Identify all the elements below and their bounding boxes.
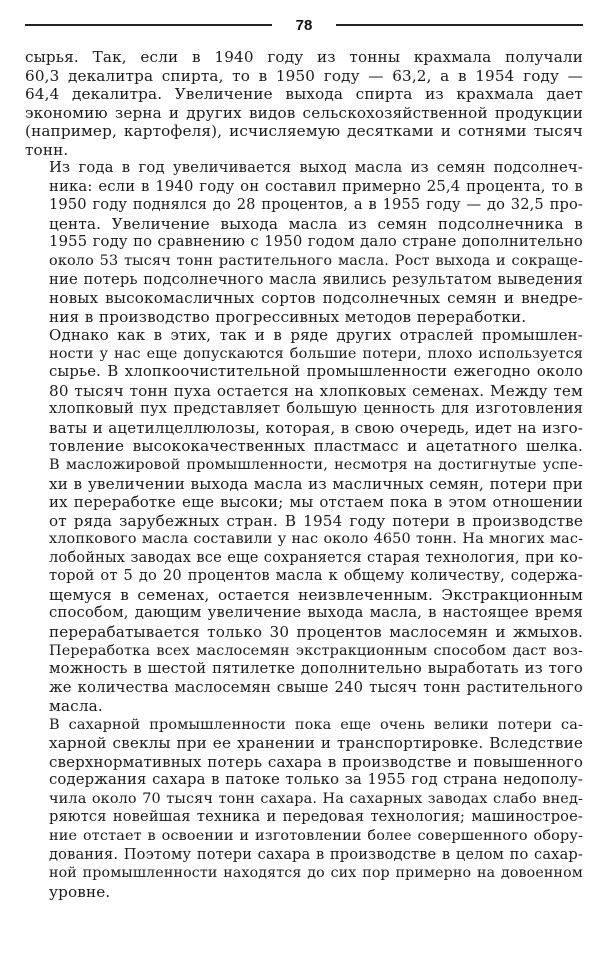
text-line: ние потерь подсолнечного масла явились результатом выведения — [49, 270, 583, 288]
text-line: можность в шестой пятилетке дополнительно выработать из того — [49, 660, 583, 678]
text-line: сырье. В хлопкоочистительной промышленности ежегодно около — [49, 363, 583, 381]
text-line: В сахарной промышленности пока еще очень велики потери са- — [49, 716, 583, 733]
text-line: сырья. Так, если в 1940 году из тонны крахмала получали — [25, 48, 583, 66]
text-line: перерабатывается только 30 процентов маслосемян и жмыхов. — [49, 622, 583, 641]
text-line: содержания сахара в патоке только за 1955 год страна недополу- — [49, 771, 583, 789]
text-line: новых высокомасличных сортов подсолнечных семян и внедре- — [49, 289, 583, 308]
header-rule-left — [25, 24, 272, 26]
text-line: 60,3 декалитра спирта, то в 1950 году — 63,2, а в 1954 году — — [25, 66, 583, 85]
text-line: хи в увеличении выхода масла из масличных семян, потери при — [49, 474, 583, 493]
page-number: 78 — [295, 16, 313, 34]
text-line: 64,4 декалитра. Увеличение выхода спирта из крахмала дает — [25, 85, 583, 104]
text-line: цента. Увеличение выхода масла из семян подсолнечника в — [49, 214, 583, 233]
text-line: лобойных заводах все еще сохраняется старая технология, при ко- — [49, 548, 583, 566]
text-line: ной промышленности находятся до сих пор примерно на довоенном — [49, 865, 583, 882]
text-line: ника: если в 1940 году он составил примерно 25,4 процента, то в — [49, 177, 583, 195]
text-line: масла. — [49, 697, 103, 716]
text-line: чила около 70 тысяч тонн сахара. На сахарных заводах слабо внед- — [49, 790, 583, 807]
text-line: же количества маслосемян свыше 240 тысяч тонн растительного — [49, 678, 583, 696]
paragraph-industry-losses — [25, 326, 583, 715]
text-line: хлопковый пух представляет большую ценность для изготовления — [49, 400, 583, 418]
text-line: торой от 5 до 20 процентов масла к общему количеству, содержа- — [49, 567, 583, 585]
text-line: их переработке еще высоки; мы отстаем пока в этом отношении — [49, 493, 583, 512]
text-line: хлопкового масла составили у нас около 4650 тонн. На многих мас- — [49, 531, 584, 548]
text-line: около 53 тысяч тонн растительного масла. Рост выхода и сокраще- — [49, 253, 583, 270]
paragraph-sunflower-oil — [25, 159, 583, 326]
text-line: ряются новейшая техника и передовая технология; машинострое- — [49, 808, 583, 826]
header-rule-right — [336, 24, 583, 26]
text-line: харной свеклы при ее хранении и транспортировке. Вследствие — [49, 734, 583, 753]
text-line: щемуся в семенах, остается неизвлеченным. Экстракционным — [49, 585, 583, 604]
text-line: ния в производство прогрессивных методов переработки. — [49, 307, 527, 326]
text-line: от ряда зарубежных стран. В 1954 году потери в производстве — [49, 511, 583, 530]
text-line: 80 тысяч тонн пуха остается на хлопковых семенах. Между тем — [49, 381, 583, 400]
text-line: ваты и ацетилцеллюлозы, которая, в свою очередь, идет на изго- — [49, 418, 583, 437]
text-line: способом, дающим увеличение выхода масла, в настоящее время — [49, 604, 583, 622]
text-line: экономию зерна и других видов сельскохозяйственной продукции — [25, 103, 583, 122]
text-line: дования. Поэтому потери сахара в производстве в целом по сахар- — [49, 845, 583, 863]
text-line: 1955 году по сравнению с 1950 годом дало стране дополнительно — [49, 233, 583, 251]
text-line: Однако как в этих, так и в ряде других отраслей промышлен- — [49, 326, 583, 345]
text-line: Из года в год увеличивается выход масла из семян подсолнеч- — [49, 159, 583, 177]
text-line: В масложировой промышленности, несмотря на достигнутые успе- — [49, 457, 583, 474]
text-line: уровне. — [49, 882, 111, 901]
text-line: ности у нас еще допускаются большие потери, плохо используется — [49, 345, 583, 362]
text-line: тонн. — [25, 140, 69, 159]
paragraph-starch-alcohol — [25, 48, 583, 159]
text-line: ние отстает в освоении и изготовлении более совершенного обору- — [49, 827, 583, 844]
body-text — [25, 48, 583, 901]
text-line: сверхнормативных потерь сахара в производстве и повышенного — [49, 752, 583, 771]
page-header — [25, 12, 583, 38]
text-line: товление высококачественных пластмасс и ацетатного шелка. — [49, 437, 583, 456]
text-line: 1950 году поднялся до 28 процентов, а в 1955 году — до 32,5 про- — [49, 196, 583, 214]
text-line: Переработка всех маслосемян экстракционным способом даст воз- — [49, 642, 583, 659]
text-line: (например, картофеля), исчисляемую десятками и сотнями тысяч — [25, 122, 583, 141]
paragraph-sugar-industry — [25, 716, 583, 901]
